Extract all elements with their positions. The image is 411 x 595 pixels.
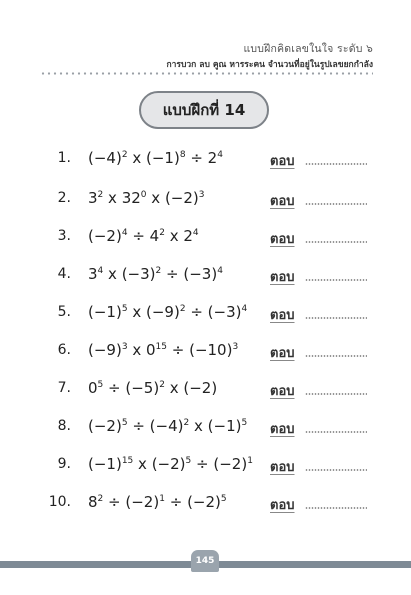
term-exponent: 5 xyxy=(220,494,227,504)
term-base: 3 xyxy=(88,189,98,207)
problem-row xyxy=(0,414,411,444)
answer-blank[interactable] xyxy=(305,431,367,433)
term-exponent: 2 xyxy=(159,228,165,238)
term-base: (−5) xyxy=(125,379,160,397)
problem-number: 8. xyxy=(57,418,71,434)
operator: ÷ xyxy=(185,149,208,167)
operator: x xyxy=(189,417,208,435)
problem-expression xyxy=(88,189,205,207)
problem-expression xyxy=(88,227,199,245)
problem-expression xyxy=(88,417,247,435)
term-base: 0 xyxy=(88,379,98,397)
term-base: (−1) xyxy=(88,455,122,473)
answer-label: ตอบ xyxy=(270,308,295,323)
term-base: (−2) xyxy=(164,189,199,207)
term-base: (−4) xyxy=(149,417,184,435)
problem-row xyxy=(0,186,411,216)
term-exponent: 3 xyxy=(121,342,128,352)
operator: ÷ xyxy=(103,379,126,397)
term-exponent: 0 xyxy=(140,190,147,200)
problem-expression xyxy=(88,455,253,473)
term-base: (−4) xyxy=(88,149,122,167)
problem-number: 1. xyxy=(57,150,71,166)
term-exponent: 4 xyxy=(217,266,223,276)
answer-label: ตอบ xyxy=(270,498,295,513)
answer-blank[interactable] xyxy=(305,163,367,165)
page-number: 145 xyxy=(195,556,215,566)
term-base: 32 xyxy=(121,189,141,207)
term-base: (−2) xyxy=(183,379,218,397)
exercise-title: แบบฝึกที่ 14 xyxy=(162,101,246,119)
term-exponent: 5 xyxy=(121,418,128,428)
term-base: (−2) xyxy=(187,493,221,511)
problem-expression xyxy=(88,379,217,397)
answer-label: ตอบ xyxy=(270,194,295,209)
term-base: (−3) xyxy=(207,303,242,321)
answer-blank[interactable] xyxy=(305,279,367,281)
term-base: (−2) xyxy=(125,493,160,511)
term-exponent: 4 xyxy=(192,228,199,238)
operator: x xyxy=(103,189,122,207)
answer-blank[interactable] xyxy=(305,317,367,319)
problem-expression xyxy=(88,149,223,167)
answer-label: ตอบ xyxy=(270,460,295,475)
problem-row xyxy=(0,338,411,368)
term-exponent: 1 xyxy=(159,494,165,504)
operator: ÷ xyxy=(185,303,208,321)
term-base: (−2) xyxy=(88,417,122,435)
term-exponent: 2 xyxy=(121,150,128,160)
operator: ÷ xyxy=(164,493,188,511)
operator: x xyxy=(127,341,146,359)
term-base: 8 xyxy=(88,493,98,511)
header-title: แบบฝึกคิดเลขในใจ ระดับ ๖ xyxy=(243,43,373,55)
problem-number: 6. xyxy=(57,342,71,358)
problem-expression xyxy=(88,265,223,283)
answer-label: ตอบ xyxy=(270,232,295,247)
answer-label: ตอบ xyxy=(270,154,295,169)
problem-number: 5. xyxy=(57,304,71,320)
term-exponent: 3 xyxy=(232,342,239,352)
problem-number: 4. xyxy=(57,266,71,282)
problem-number: 9. xyxy=(57,456,71,472)
answer-label: ตอบ xyxy=(270,270,295,285)
operator: x xyxy=(164,379,184,397)
exercise-title-badge xyxy=(139,91,269,129)
answer-blank[interactable] xyxy=(305,507,367,509)
term-base: 4 xyxy=(149,227,160,245)
operator: x xyxy=(127,303,146,321)
problem-number: 3. xyxy=(57,228,71,244)
answer-blank[interactable] xyxy=(305,469,367,471)
term-exponent: 2 xyxy=(155,266,162,276)
operator: ÷ xyxy=(103,493,126,511)
operator: ÷ xyxy=(166,341,190,359)
term-exponent: 5 xyxy=(185,456,192,466)
problem-row xyxy=(0,224,411,254)
term-base: (−3) xyxy=(121,265,156,283)
answer-label: ตอบ xyxy=(270,384,295,399)
term-exponent: 2 xyxy=(159,380,165,390)
operator: x xyxy=(133,455,152,473)
operator: x xyxy=(146,189,165,207)
term-exponent: 15 xyxy=(155,342,167,352)
answer-blank[interactable] xyxy=(305,355,367,357)
term-base: 0 xyxy=(145,341,156,359)
operator: ÷ xyxy=(191,455,214,473)
operator: x xyxy=(164,227,184,245)
operator: ÷ xyxy=(127,227,150,245)
problem-row xyxy=(0,376,411,406)
problem-row xyxy=(0,300,411,330)
header-subtitle: การบวก ลบ คูณ หารระคน จำนวนที่อยู่ในรูปเลขยกกำลัง xyxy=(166,60,373,70)
problem-number: 2. xyxy=(57,190,71,206)
term-exponent: 4 xyxy=(241,304,248,314)
term-exponent: 2 xyxy=(183,418,190,428)
term-base: (−1) xyxy=(88,303,122,321)
term-base: 2 xyxy=(207,149,218,167)
operator: ÷ xyxy=(161,265,184,283)
problem-row xyxy=(0,262,411,292)
answer-blank[interactable] xyxy=(305,203,367,205)
term-exponent: 2 xyxy=(97,190,104,200)
operator: ÷ xyxy=(127,417,150,435)
term-exponent: 4 xyxy=(217,150,223,160)
problem-expression xyxy=(88,493,227,511)
operator: x xyxy=(103,265,122,283)
answer-blank[interactable] xyxy=(305,393,367,395)
answer-blank[interactable] xyxy=(305,241,367,243)
problem-expression xyxy=(88,303,247,321)
page-number-badge xyxy=(191,550,219,572)
term-exponent: 5 xyxy=(121,304,128,314)
term-base: (−1) xyxy=(145,149,180,167)
term-exponent: 5 xyxy=(241,418,248,428)
term-exponent: 4 xyxy=(121,228,128,238)
answer-label: ตอบ xyxy=(270,422,295,437)
problem-row xyxy=(0,146,411,176)
term-exponent: 2 xyxy=(179,304,186,314)
term-base: 3 xyxy=(88,265,98,283)
term-base: (−2) xyxy=(151,455,186,473)
problem-expression xyxy=(88,341,238,359)
term-base: (−3) xyxy=(183,265,218,283)
term-exponent: 4 xyxy=(97,266,104,276)
term-base: (−2) xyxy=(88,227,122,245)
operator: x xyxy=(127,149,146,167)
term-exponent: 1 xyxy=(247,456,253,466)
term-exponent: 2 xyxy=(97,494,104,504)
term-base: (−1) xyxy=(207,417,242,435)
dotted-divider xyxy=(40,72,373,75)
term-exponent: 3 xyxy=(198,190,205,200)
problem-number: 7. xyxy=(57,380,71,396)
term-base: (−10) xyxy=(189,341,233,359)
term-exponent: 8 xyxy=(179,150,186,160)
term-exponent: 15 xyxy=(121,456,134,466)
term-base: (−9) xyxy=(88,341,122,359)
term-base: 2 xyxy=(183,227,193,245)
problem-row xyxy=(0,452,411,482)
answer-label: ตอบ xyxy=(270,346,295,361)
problem-number: 10. xyxy=(48,494,71,510)
problem-row xyxy=(0,490,411,520)
term-base: (−9) xyxy=(145,303,180,321)
term-base: (−2) xyxy=(213,455,248,473)
term-exponent: 5 xyxy=(97,380,104,390)
